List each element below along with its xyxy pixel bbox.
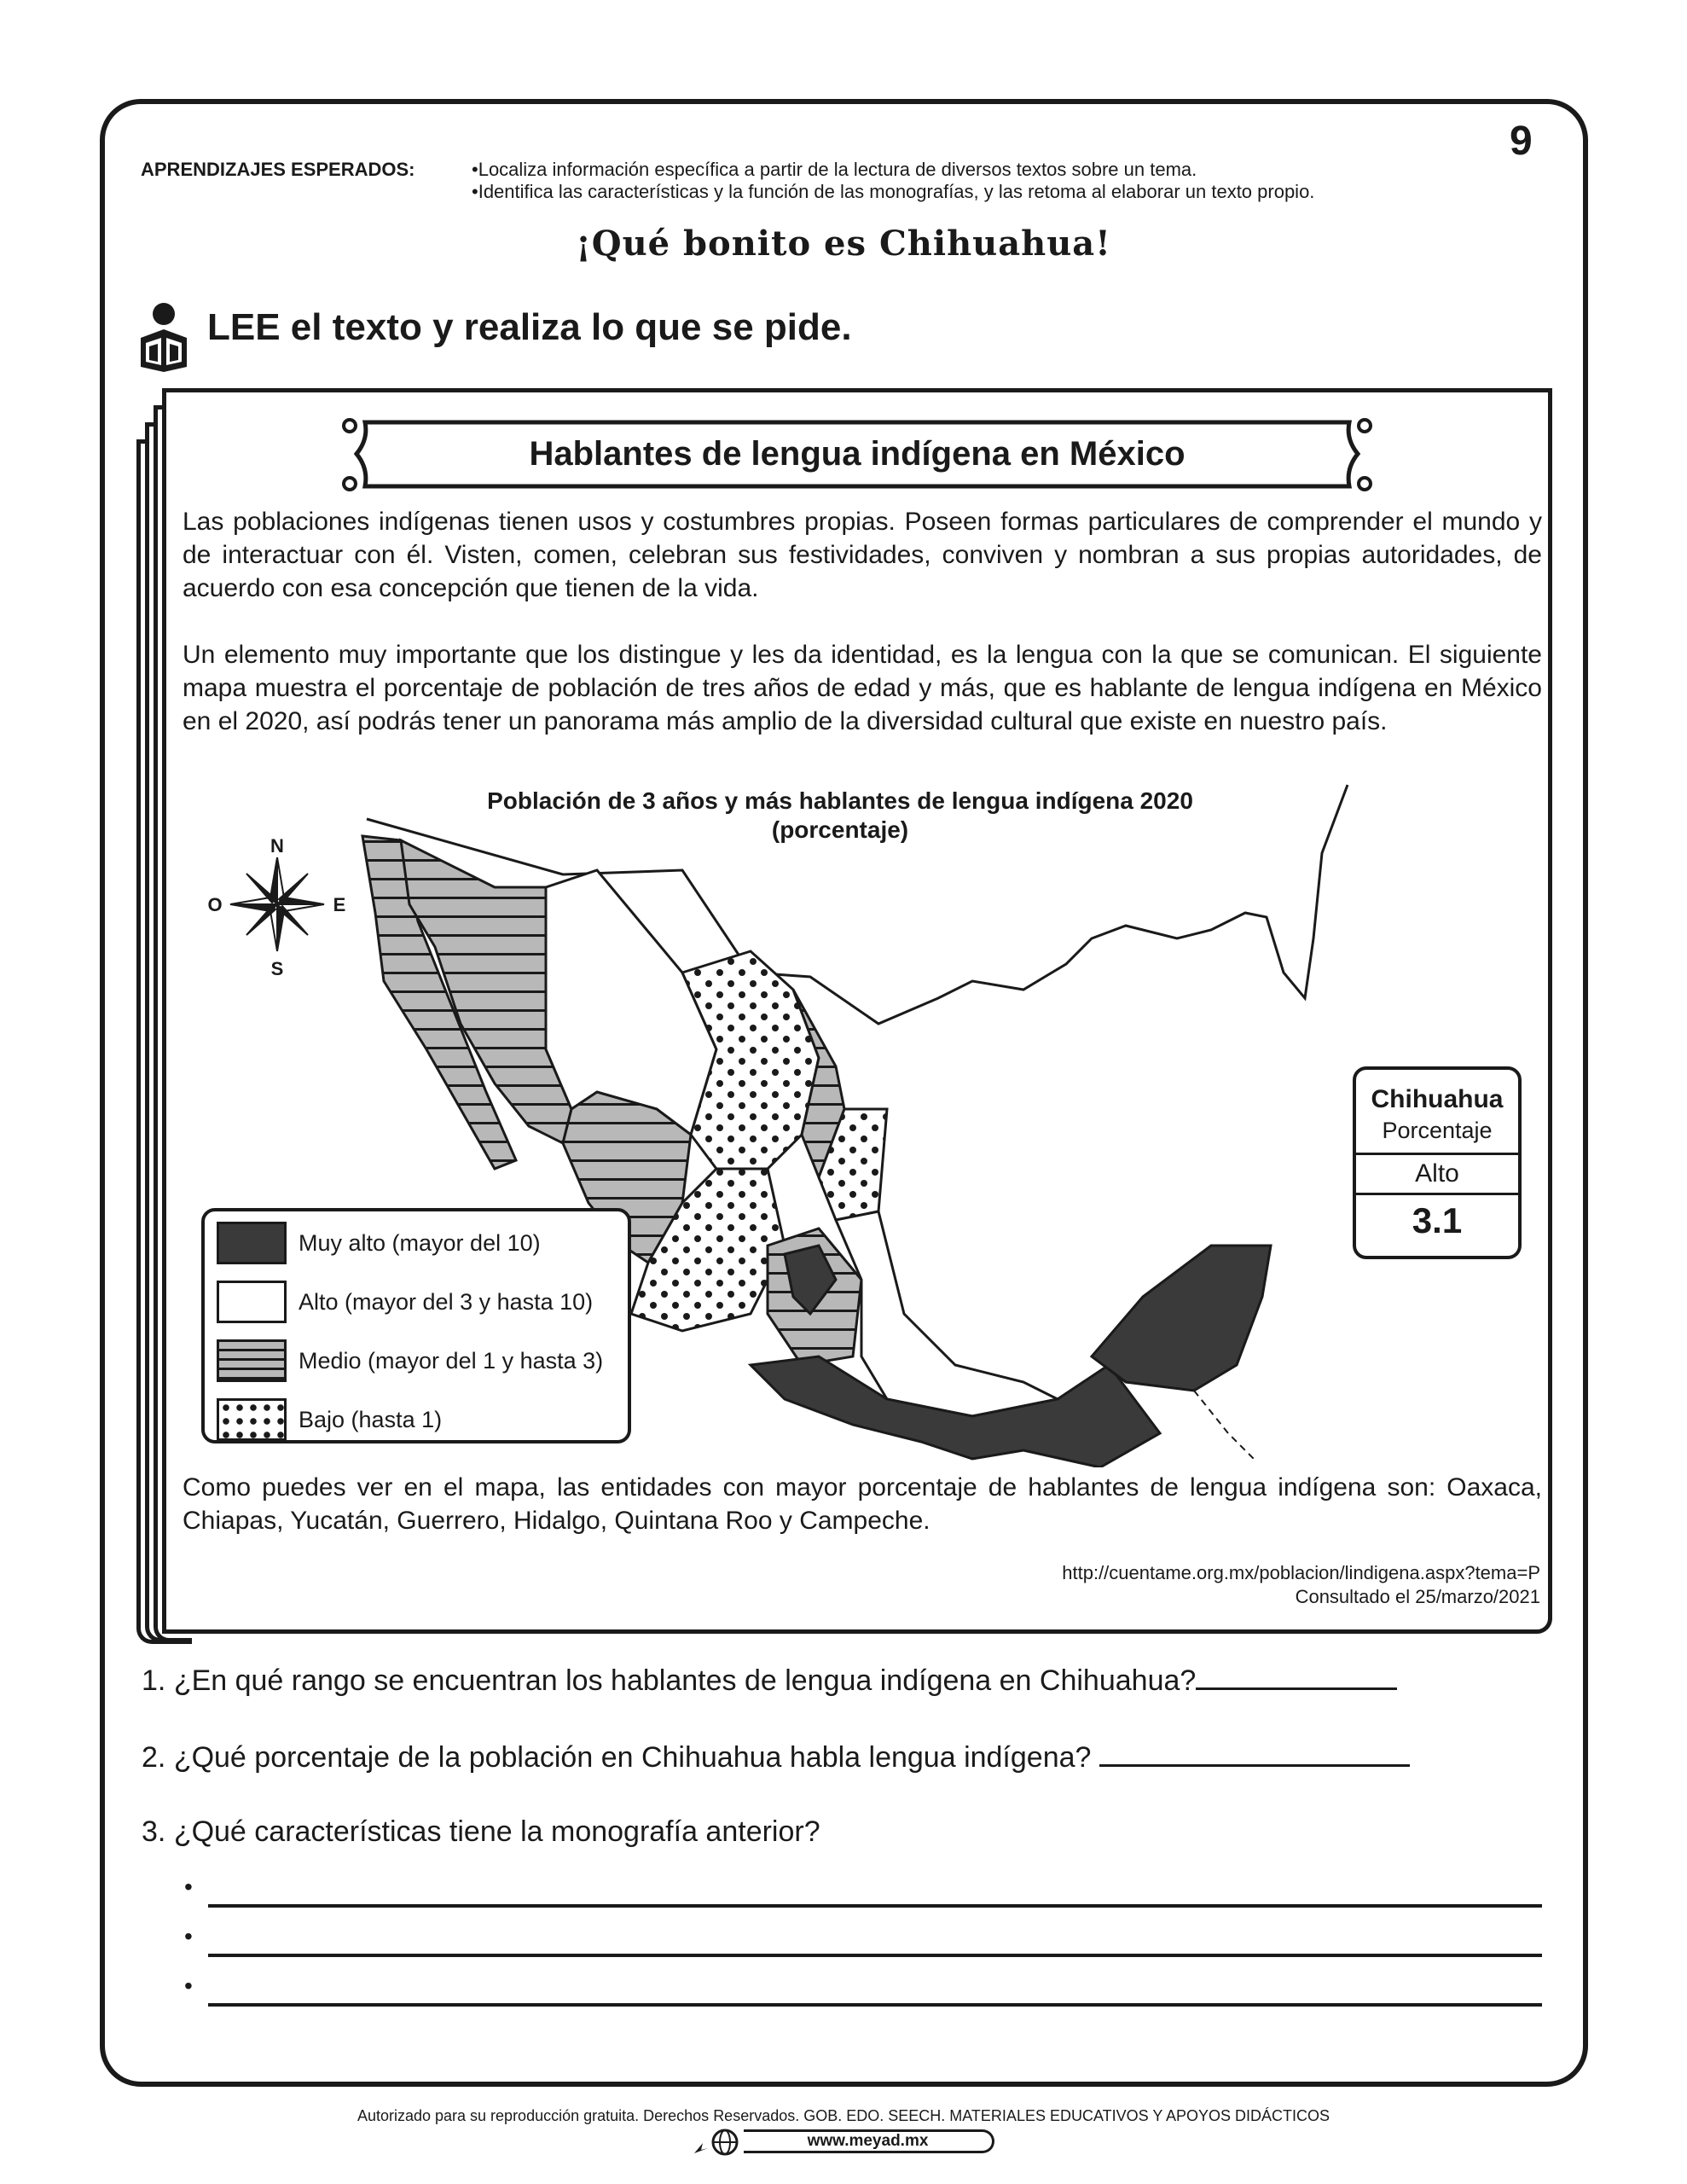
question-text: ¿Qué porcentaje de la población en Chihuahua habla lengua indígena? <box>173 1741 1092 1774</box>
callout-metric: Porcentaje <box>1382 1118 1493 1143</box>
page-number: 9 <box>1510 119 1533 164</box>
answer-blank-1[interactable] <box>1196 1662 1397 1690</box>
conclusion-paragraph: Como puedes ver en el mapa, las entidades con mayor porcentaje de hablantes de lengua indígena son: Oaxaca, Chiapas, Yucatán, Guerrero, Hidalgo, Quintana Roo y Campeche. <box>183 1473 1542 1535</box>
question-1 <box>142 1662 1397 1698</box>
website-link[interactable]: www.meyad.mx <box>744 2129 994 2153</box>
svg-text:O: O <box>207 894 223 915</box>
legend-item-medio <box>217 1339 603 1382</box>
banner-title: Hablantes de lengua indígena en México <box>529 435 1186 473</box>
instruction-text: LEE el texto y realiza lo que se pide. <box>207 306 852 348</box>
question-number: 2. <box>142 1741 166 1774</box>
compass-rose-icon <box>205 832 350 977</box>
map-title <box>401 787 1279 845</box>
reading-banner <box>341 414 1373 495</box>
question-number: 3. <box>142 1815 166 1848</box>
swatch-muy-alto <box>217 1222 287 1264</box>
legend-label: Medio (mayor del 1 y hasta 3) <box>299 1347 604 1374</box>
legend-label: Alto (mayor del 3 y hasta 10) <box>299 1288 594 1315</box>
answer-line-2[interactable] <box>184 1923 1542 1957</box>
question-text: ¿En qué rango se encuentran los hablantes de lengua indígena en Chihuahua? <box>173 1664 1197 1697</box>
page-title: ¡Qué bonito es Chihuahua! <box>576 224 1111 264</box>
legend-item-alto <box>217 1281 593 1323</box>
legend-label: Bajo (hasta 1) <box>299 1406 443 1432</box>
answer-blank-2[interactable] <box>1099 1739 1410 1767</box>
source-url: http://cuentame.org.mx/poblacion/lindigena.aspx?tema=P <box>1062 1562 1540 1583</box>
callout-level: Alto <box>1415 1159 1459 1188</box>
swatch-alto <box>217 1281 287 1323</box>
swatch-bajo <box>217 1398 287 1441</box>
bullet: • <box>184 1923 193 1949</box>
bullet: • <box>184 1972 193 1999</box>
swatch-medio <box>217 1339 287 1382</box>
callout-value: 3.1 <box>1412 1200 1463 1240</box>
legend-label: Muy alto (mayor del 10) <box>299 1229 541 1256</box>
legend-item-bajo <box>217 1398 442 1441</box>
globe-cursor-icon <box>691 2128 745 2157</box>
learning-label: APRENDIZAJES ESPERADOS: <box>141 159 415 180</box>
svg-text:N: N <box>270 835 284 857</box>
map-legend <box>201 1208 631 1443</box>
question-number: 1. <box>142 1664 166 1697</box>
svg-text:E: E <box>333 894 346 915</box>
question-2 <box>142 1739 1410 1774</box>
legend-item-muy-alto <box>217 1222 541 1264</box>
paragraph-1: Las poblaciones indígenas tienen usos y costumbres propias. Poseen formas particulares de comprender el mundo y de interactuar con él. Visten, comen, celebran sus festividades, conviven y nombran a sus propias autoridades, de acuerdo con esa concepción que tienen de la vida. <box>183 508 1542 602</box>
answer-line-3[interactable] <box>184 1972 1542 2007</box>
instruction <box>139 300 852 372</box>
website-badge <box>691 2128 998 2157</box>
svg-text:S: S <box>270 958 284 977</box>
map-title-line2: (porcentaje) <box>771 816 909 843</box>
source-date: Consultado el 25/marzo/2021 <box>1295 1586 1540 1607</box>
paragraph-2: Un elemento muy importante que los distingue y les da identidad, es la lengua con la que se comunican. El siguiente mapa muestra el porcentaje de población de tres años de edad y más, que es hablante de lengua indígena en México en el 2020, así podrás tener un panorama más amplio de la diversidad cultural que existe en nuestro país. <box>183 641 1542 735</box>
map-title-line1: Población de 3 años y más hablantes de lengua indígena 2020 <box>487 787 1193 814</box>
bullet: • <box>184 1873 193 1900</box>
callout-state: Chihuahua <box>1371 1085 1504 1113</box>
question-3 <box>142 1815 820 1849</box>
answer-line-1[interactable] <box>184 1873 1542 1908</box>
question-text: ¿Qué características tiene la monografía anterior? <box>173 1815 820 1848</box>
footer-rights: Autorizado para su reproducción gratuita. Derechos Reservados. GOB. EDO. SEECH. MATERIALES EDUCATIVOS Y APOYOS DIDÁCTICOS <box>357 2107 1330 2124</box>
chihuahua-callout <box>1353 1066 1522 1259</box>
learning-item: •Identifica las características y la función de las monografías, y las retoma al elaborar un texto propio. <box>472 181 1315 202</box>
learning-item: •Localiza información específica a partir de la lectura de diversos textos sobre un tema. <box>472 159 1197 180</box>
reader-icon <box>139 300 188 372</box>
